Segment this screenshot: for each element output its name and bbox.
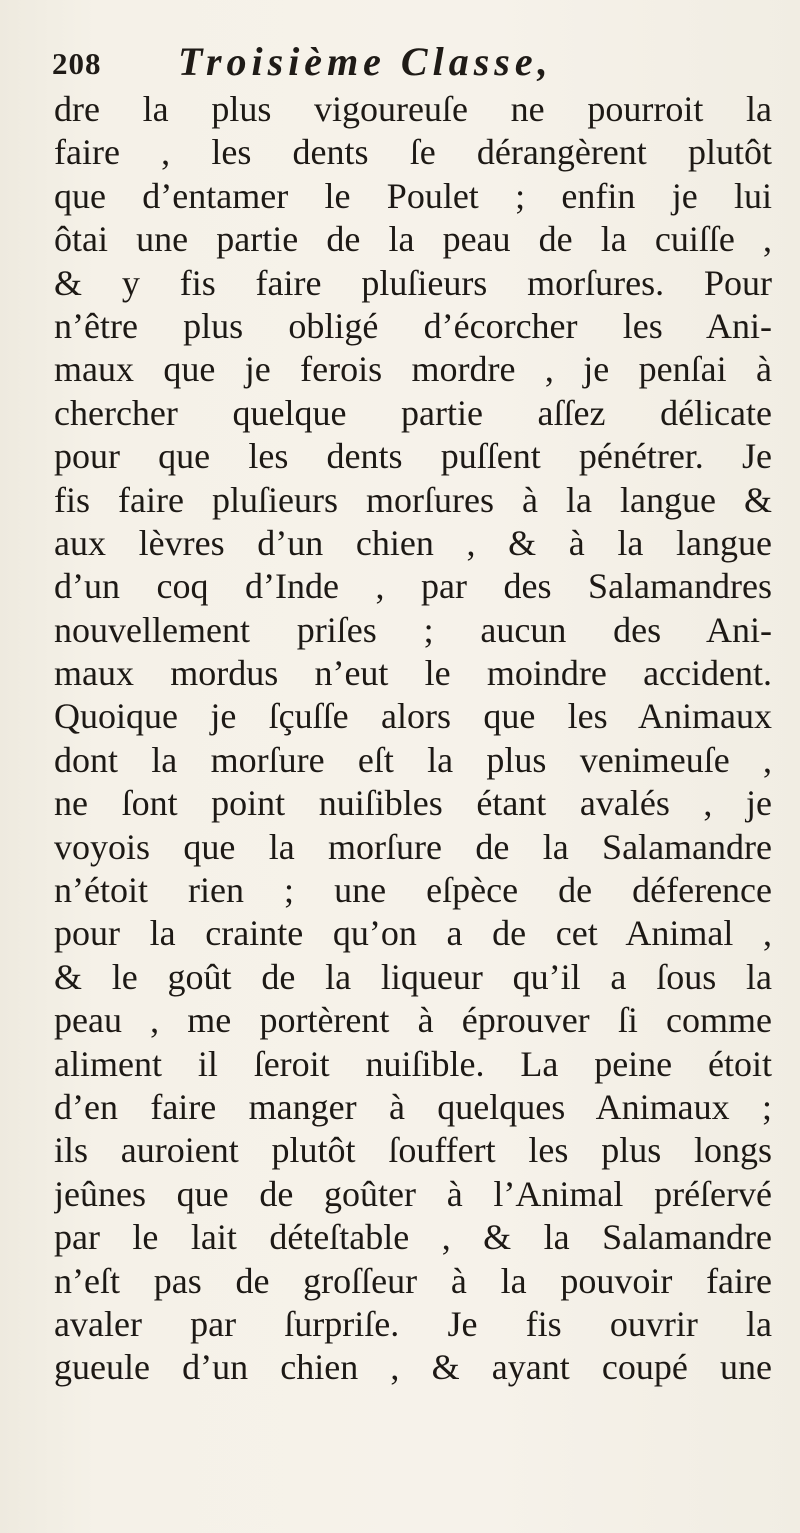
page-number: 208: [52, 46, 102, 81]
text-line: gueule d’un chien , & ayant coupé une: [54, 1347, 772, 1388]
text-line: avaler par ſurpriſe. Je fis ouvrir la: [54, 1303, 772, 1344]
text-line: maux que je ferois mordre , je penſai à: [54, 349, 772, 390]
text-line: & y fis faire pluſieurs morſures. Pour: [54, 262, 772, 303]
text-line: dont la morſure eſt la plus venimeuſe ,: [54, 739, 772, 780]
text-line: ils auroient plutôt ſouffert les plus longs: [54, 1130, 772, 1171]
text-line: d’un coq d’Inde , par des Salamandres: [54, 566, 772, 607]
text-line: d’en faire manger à quelques Animaux ;: [54, 1086, 772, 1127]
text-line: ôtai une partie de la peau de la cuiſſe ,: [54, 219, 772, 260]
text-line: n’étoit rien ; une eſpèce de déference: [54, 870, 772, 911]
text-line: peau , me portèrent à éprouver ſi comme: [54, 1000, 772, 1041]
text-line: voyois que la morſure de la Salamandre: [54, 826, 772, 867]
text-line: chercher quelque partie aſſez délicate: [54, 392, 772, 433]
text-line: Quoique je ſçuſſe alors que les Animaux: [54, 696, 772, 737]
text-line: pour la crainte qu’on a de cet Animal ,: [54, 913, 772, 954]
body-text: [54, 88, 772, 1390]
text-line: aliment il ſeroit nuiſible. La peine étoit: [54, 1043, 772, 1084]
text-line: aux lèvres d’un chien , & à la langue: [54, 522, 772, 563]
text-line: fis faire pluſieurs morſures à la langue &: [54, 479, 772, 520]
running-title: Troisième Classe,: [178, 39, 553, 84]
text-line: dre la plus vigoureuſe ne pourroit la: [54, 89, 772, 129]
text-line: ne ſont point nuiſibles étant avalés , je: [54, 783, 772, 824]
text-line: par le lait déteſtable , & la Salamandre: [54, 1217, 772, 1258]
text-line: jeûnes que de goûter à l’Animal préſervé: [54, 1173, 772, 1214]
text-line: maux mordus n’eut le moindre accident.: [54, 653, 772, 694]
text-line: & le goût de la liqueur qu’il a ſous la: [54, 956, 772, 997]
text-line: pour que les dents puſſent pénétrer. Je: [54, 436, 772, 477]
text-line: faire , les dents ſe dérangèrent plutôt: [54, 132, 772, 173]
text-line: que d’entamer le Poulet ; enfin je lui: [54, 175, 772, 216]
text-line: n’être plus obligé d’écorcher les Ani-: [54, 305, 772, 346]
text-line: nouvellement priſes ; aucun des Ani-: [54, 609, 772, 650]
text-line: n’eſt pas de groſſeur à la pouvoir faire: [54, 1260, 772, 1301]
